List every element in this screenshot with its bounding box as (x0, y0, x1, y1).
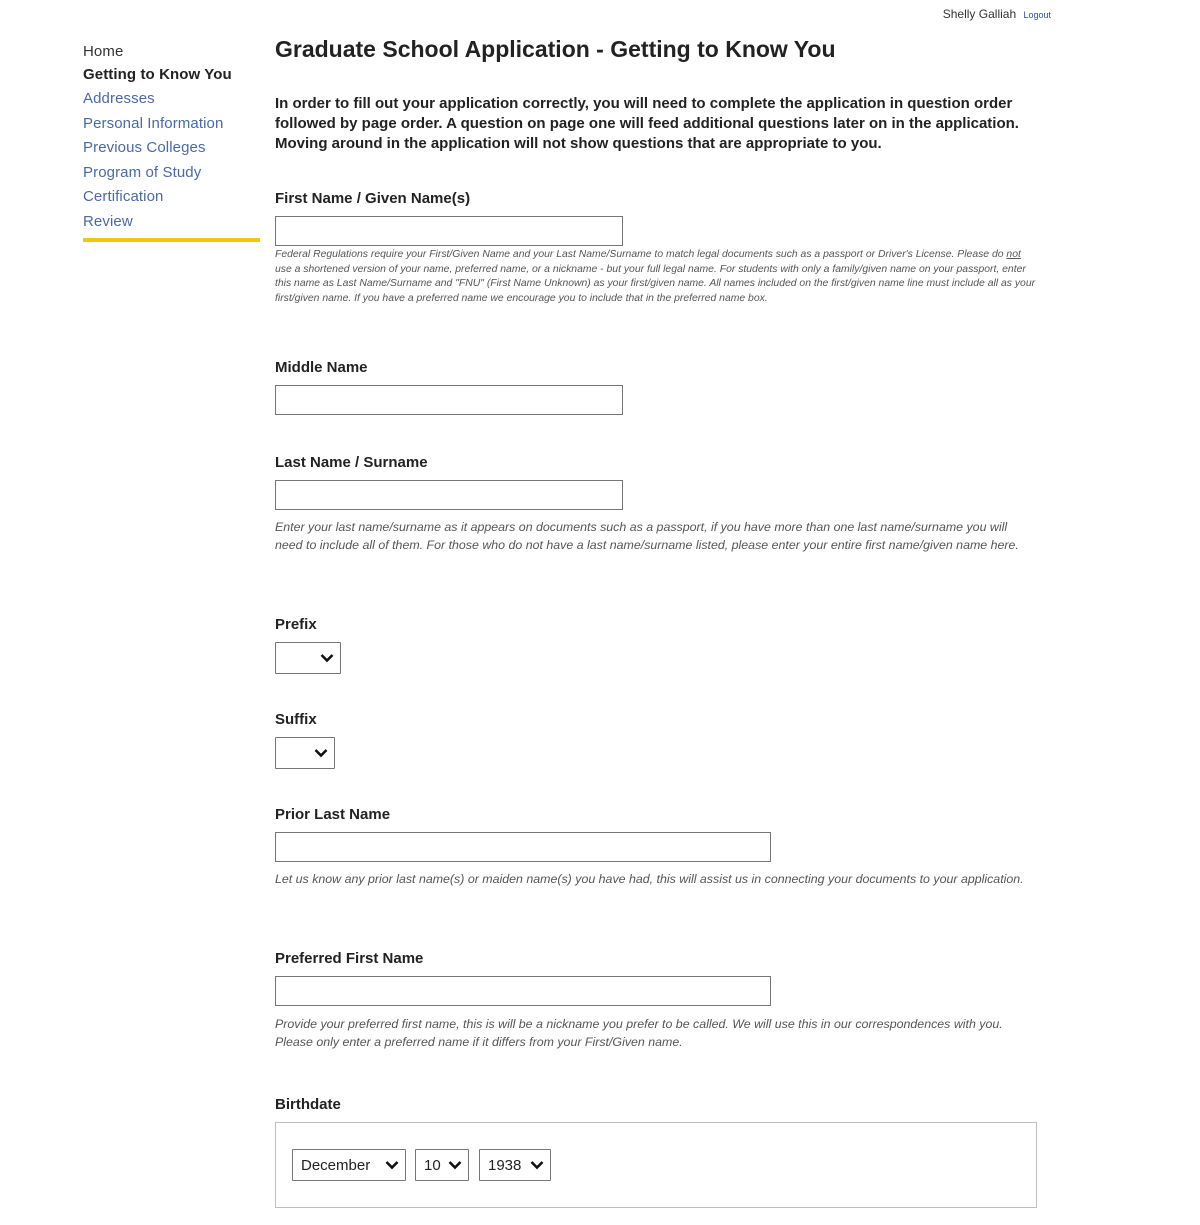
preferred-first-name-label: Preferred First Name (275, 950, 424, 967)
birth-day-select[interactable] (415, 1149, 469, 1181)
sidebar-item-review[interactable]: Review (83, 212, 133, 230)
chevron-down-icon (314, 748, 328, 758)
birth-day-value: 10 (424, 1156, 441, 1174)
main-content (275, 34, 1040, 1174)
prior-last-name-label: Prior Last Name (275, 806, 391, 823)
sidebar-item-previous-colleges[interactable]: Previous Colleges (83, 139, 206, 157)
sidebar-item-personal-information[interactable]: Personal Information (83, 114, 224, 132)
first-name-input[interactable] (275, 216, 623, 246)
last-name-label: Last Name / Surname (275, 454, 428, 471)
birthdate-label: Birthdate (275, 1096, 341, 1113)
user-name: Shelly Galliah (942, 7, 1017, 21)
sidebar-item-getting-to-know-you[interactable]: Getting to Know You (83, 66, 232, 83)
sidebar-item-program-of-study[interactable]: Program of Study (83, 163, 202, 181)
chevron-down-icon (385, 1160, 399, 1170)
logout-link[interactable]: Logout (1023, 10, 1051, 20)
page-title: Graduate School Application - Getting to Know You (275, 36, 836, 62)
prefix-label: Prefix (275, 616, 317, 633)
sidebar-underline (83, 238, 260, 242)
birth-year-select[interactable] (479, 1149, 551, 1181)
prior-last-name-help: Let us know any prior last name(s) or maiden name(s) you have had, this will assist us in connecting your documents to your application. (275, 872, 1024, 886)
sidebar-item-addresses[interactable]: Addresses (83, 90, 155, 107)
suffix-label: Suffix (275, 711, 317, 728)
sidebar-nav (83, 42, 260, 242)
birthdate-group (275, 1122, 1037, 1208)
intro-text: In order to fill out your application correctly, you will need to complete the application in question order followed by page order. A question on page one will feed additional questions later on in the application. Moving around in the application will not show questions that are appropriate to you. (275, 95, 1019, 152)
first-name-label: First Name / Given Name(s) (275, 190, 471, 207)
first-name-help-part1: Federal Regulations require your First/Given Name and your Last Name/Surname to match legal documents such as a passport or Driver's License. Please do (275, 249, 1007, 260)
last-name-help: Enter your last name/surname as it appears on documents such as a passport, if you have more than one last name/surname you will need to include all of them. For those who do not have a last name/surname listed, please enter your entire first name/given name here. (275, 520, 1019, 552)
birth-year-value: 1938 (488, 1156, 522, 1174)
first-name-help-not: not (1006, 249, 1021, 260)
birth-month-select[interactable] (292, 1149, 406, 1181)
first-name-help-part2: use a shortened version of your name, preferred name, or a nickname - but your full legal name. For students with only a family/given name on your passport, enter this name as Last Name/Surname and "FNU" (First Name Unknown) as your first/given name. All names included on the first/given name line must include all as your first/given name. If you have a preferred name we encourage you to include that in the preferred name box. (275, 263, 1036, 304)
preferred-first-name-help: Provide your preferred first name, this is will be a nickname you prefer to be called. We will use this in our correspondences with you. Please only enter a preferred name if it differs from your First/Given name. (275, 1017, 1003, 1049)
preferred-first-name-input[interactable] (275, 976, 771, 1006)
chevron-down-icon (530, 1160, 544, 1170)
sidebar-item-home[interactable]: Home (83, 43, 124, 60)
last-name-input[interactable] (275, 480, 623, 510)
user-bar (943, 7, 1051, 21)
middle-name-input[interactable] (275, 385, 623, 415)
birth-month-value: December (301, 1156, 371, 1174)
middle-name-label: Middle Name (275, 359, 368, 376)
prefix-select[interactable] (275, 642, 341, 674)
prior-last-name-input[interactable] (275, 832, 771, 862)
chevron-down-icon (448, 1160, 462, 1170)
suffix-select[interactable] (275, 737, 335, 769)
first-name-help (275, 248, 1040, 306)
chevron-down-icon (320, 653, 334, 663)
sidebar-item-certification[interactable]: Certification (83, 188, 164, 206)
